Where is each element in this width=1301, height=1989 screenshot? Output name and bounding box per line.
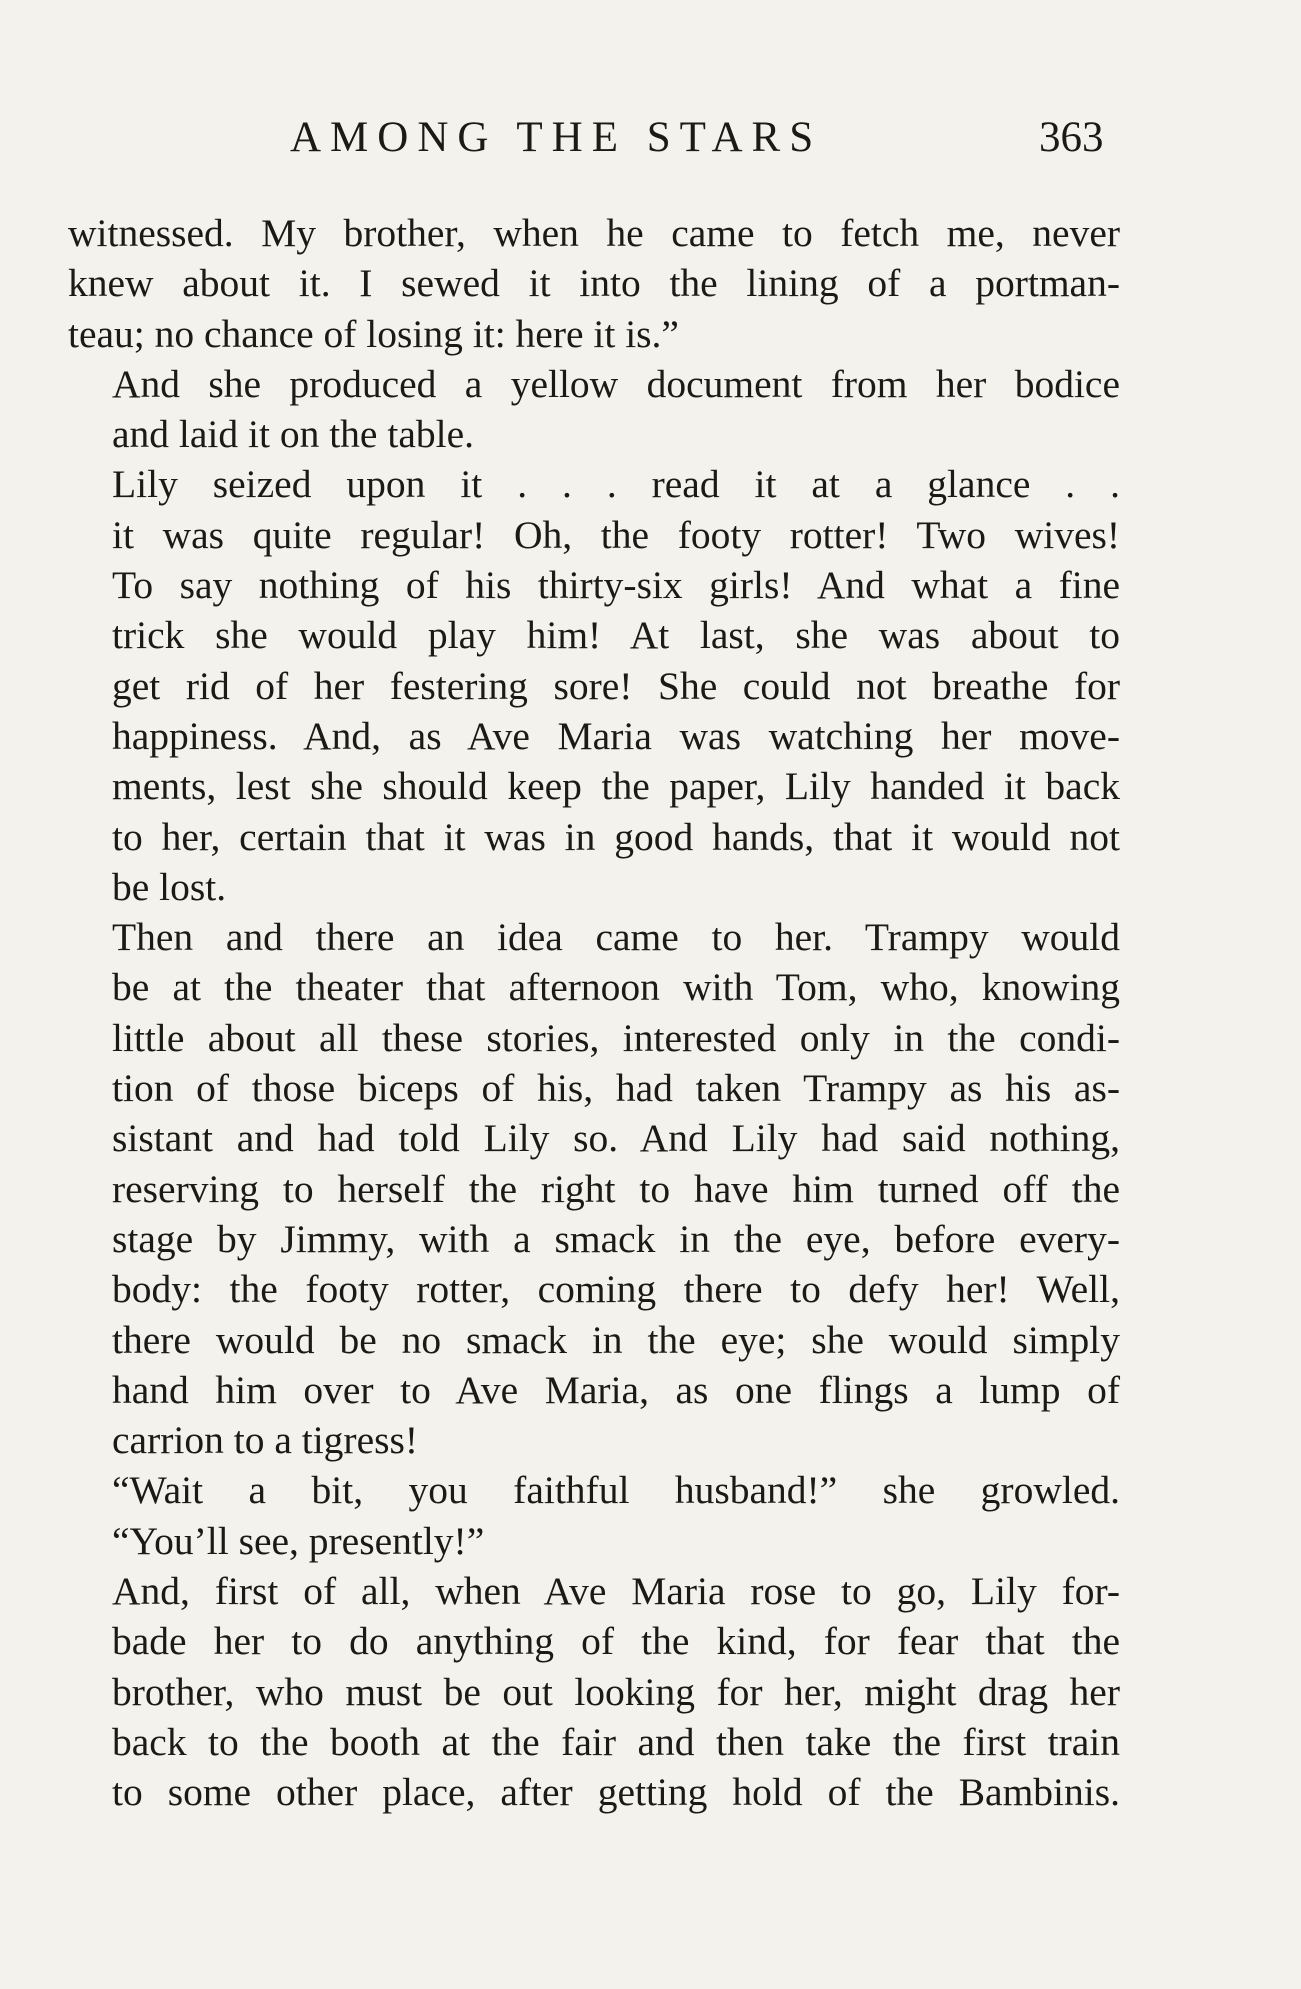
text-line: stage by Jimmy, with a smack in the eye, before every-	[112, 1216, 1120, 1261]
text-line: back to the booth at the fair and then take the first train	[112, 1719, 1120, 1764]
text-line: Lily seized upon it . . . read it at a glance . .	[112, 462, 1120, 507]
text-line: sistant and had told Lily so. And Lily had said nothing,	[112, 1116, 1120, 1161]
text-line: reserving to herself the right to have him turned off the	[112, 1166, 1120, 1211]
paragraph	[68, 1566, 1120, 1817]
text-line: to some other place, after getting hold of the Bambinis.	[112, 1770, 1120, 1815]
text-line: Then and there an idea came to her. Trampy would	[112, 915, 1120, 960]
text-line: body: the footy rotter, coming there to defy her! Well,	[112, 1267, 1120, 1312]
text-line: hand him over to Ave Maria, as one flings a lump of	[112, 1367, 1120, 1412]
paragraph	[68, 459, 1120, 912]
text-line: happiness. And, as Ave Maria was watching her move-	[112, 713, 1120, 758]
text-line: be lost.	[112, 864, 227, 909]
text-line: to her, certain that it was in good hands, that it would not	[112, 814, 1120, 859]
text-line: bade her to do anything of the kind, for fear that the	[112, 1619, 1120, 1664]
text-line: there would be no smack in the eye; she would simply	[112, 1317, 1120, 1362]
running-title: AMONG THE STARS	[290, 114, 823, 161]
text-line: get rid of her festering sore! She could not breathe for	[112, 663, 1120, 708]
text-line: trick she would play him! At last, she was about to	[112, 613, 1120, 658]
text-line: carrion to a tigress!	[112, 1418, 419, 1463]
paragraph-continued	[68, 208, 1120, 359]
text-line: knew about it. I sewed it into the lining of a portman-	[68, 261, 1120, 306]
text-line: little about all these stories, interested only in the condi-	[112, 1015, 1120, 1060]
text-line: To say nothing of his thirty-six girls! And what a fine	[112, 563, 1120, 608]
text-line: “Wait a bit, you faithful husband!” she growled.	[112, 1468, 1120, 1513]
page-number: 363	[1039, 114, 1104, 161]
paragraph	[68, 359, 1120, 460]
text-line: And, first of all, when Ave Maria rose to go, Lily for-	[112, 1569, 1120, 1614]
text-line: “You’ll see, presently!”	[112, 1518, 485, 1563]
paragraph	[68, 912, 1120, 1465]
running-head	[0, 108, 1301, 168]
text-line: it was quite regular! Oh, the footy rotter! Two wives!	[112, 512, 1120, 557]
text-line: tion of those biceps of his, had taken Trampy as his as-	[112, 1066, 1120, 1111]
text-line: be at the theater that afternoon with Tom, who, knowing	[112, 965, 1120, 1010]
text-line: and laid it on the table.	[112, 412, 474, 457]
text-line: And she produced a yellow document from her bodice	[112, 361, 1120, 406]
paragraph	[68, 1465, 1120, 1566]
text-line: ments, lest she should keep the paper, Lily handed it back	[112, 764, 1120, 809]
text-line: teau; no chance of losing it: here it is.”	[68, 311, 679, 356]
text-line: brother, who must be out looking for her, might drag her	[112, 1669, 1120, 1714]
text-line: witnessed. My brother, when he came to fetch me, never	[68, 211, 1120, 255]
body-text	[68, 208, 1120, 1818]
